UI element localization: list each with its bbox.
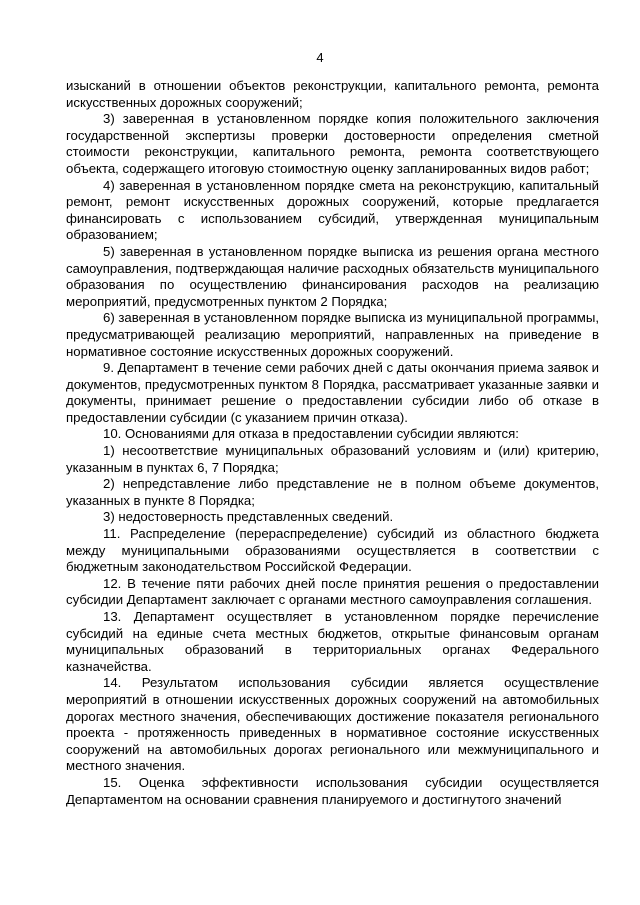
paragraph: 9. Департамент в течение семи рабочих дней с даты окончания приема заявок и документов, предусмотренных пунктом 8 Порядка, рассматривает указанные заявки и документы, принимает решение о предоставлении субсидии либо об отказе в предоставлении субсидии (с указанием причин отказа). (66, 360, 599, 425)
document-body (66, 78, 599, 808)
paragraph: 1) несоответствие муниципальных образований условиям и (или) критерию, указанным в пунктах 6, 7 Порядка; (66, 443, 599, 475)
paragraph: 2) непредставление либо представление не в полном объеме документов, указанных в пункте 8 Порядка; (66, 476, 599, 508)
paragraph: 11. Распределение (перераспределение) субсидий из областного бюджета между муниципальными образованиями осуществляется в соответствии с бюджетным законодательством Российской Федерации. (66, 526, 599, 575)
paragraph: изысканий в отношении объектов реконструкции, капитального ремонта, ремонта искусственных дорожных сооружений; (66, 78, 599, 110)
paragraph: 3) заверенная в установленном порядке копия положительного заключения государственной экспертизы проверки достоверности определения сметной стоимости реконструкции, капитального ремонта, ремонта соответствующего объекта, содержащего итоговую стоимостную оценку запланированных видов работ; (66, 111, 599, 176)
page-number: 4 (316, 50, 324, 65)
paragraph: 13. Департамент осуществляет в установленном порядке перечисление субсидий на единые счета местных бюджетов, открытые финансовым органам муниципальных образований в территориальных органах Федерального казначейства. (66, 609, 599, 674)
paragraph: 5) заверенная в установленном порядке выписка из решения органа местного самоуправления, подтверждающая наличие расходных обязательств муниципального образования по осуществлению финансирования расходов на реализацию мероприятий, предусмотренных пунктом 2 Порядка; (66, 243, 599, 309)
paragraph: 12. В течение пяти рабочих дней после принятия решения о предоставлении субсидии Департамент заключает с органами местного самоуправления соглашения. (66, 575, 599, 608)
paragraph: 6) заверенная в установленном порядке выписка из муниципальной программы, предусматривающей реализацию мероприятий, направленных на приведение в нормативное состояние искусственных дорожных сооружений. (66, 310, 600, 359)
paragraph: 3) недостоверность представленных сведений. (103, 509, 394, 525)
paragraph: 10. Основаниями для отказа в предоставлении субсидии являются: (103, 426, 519, 442)
paragraph: 15. Оценка эффективности использования субсидии осуществляется Департаментом на основании сравнения планируемого и достигнутого значений (66, 774, 599, 807)
paragraph: 14. Результатом использования субсидии является осуществление мероприятий в отношении искусственных дорожных сооружений на автомобильных дорогах местного значения, обеспечивающих достижение показателя регионального проекта - протяженность приведенных в нормативное состояние искусственных сооружений на автомобильных дорогах регионального или межмуниципального и местного значения. (66, 675, 599, 774)
paragraph: 4) заверенная в установленном порядке смета на реконструкцию, капитальный ремонт, ремонт искусственных дорожных сооружений, которые предлагается финансировать с использованием субсидий, утвержденная муниципальным образованием; (66, 177, 599, 243)
